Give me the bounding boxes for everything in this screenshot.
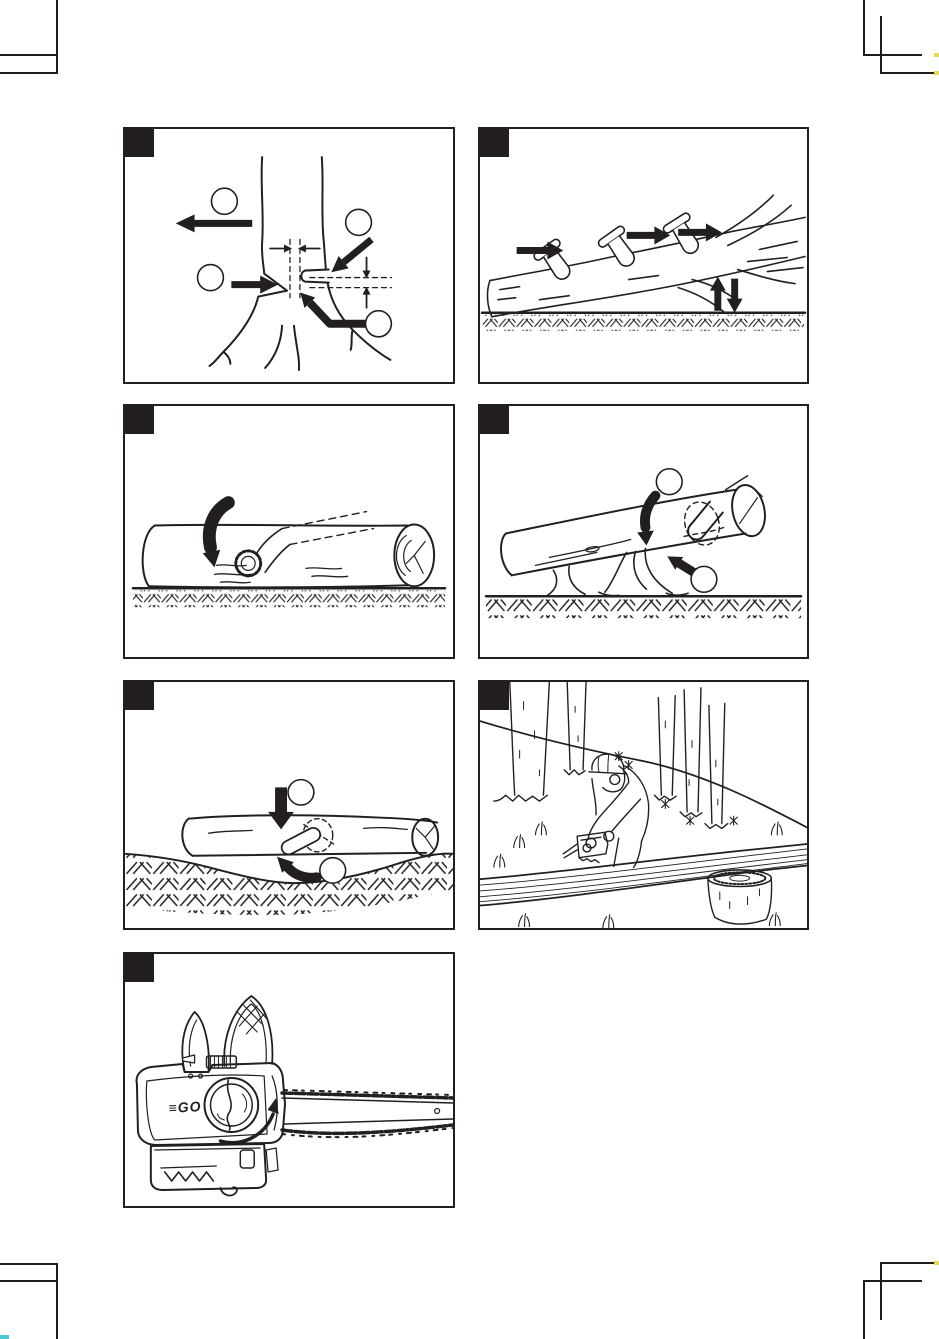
crop-mark — [880, 16, 882, 74]
figure-number-box — [125, 406, 154, 434]
crop-mark — [880, 1262, 882, 1320]
ground-hatch — [133, 590, 445, 607]
figure-number-box — [480, 406, 509, 434]
crop-mark — [863, 1280, 865, 1339]
crop-mark — [863, 1280, 922, 1282]
crop-mark — [56, 1263, 58, 1339]
registration-dot-yellow — [934, 71, 939, 75]
figure-number-box — [480, 129, 509, 157]
figure-number-box — [125, 682, 154, 710]
figure-panel-4 — [478, 404, 809, 659]
crop-mark — [0, 1263, 57, 1265]
chainsaw-illustration — [125, 954, 453, 1206]
first-cut-arrowhead — [637, 531, 654, 546]
figure-number-box — [125, 954, 154, 982]
ego-logo: ≡GO — [168, 1098, 202, 1116]
overbucking-illustration — [125, 406, 453, 657]
slope-scene-illustration — [480, 682, 807, 928]
crop-mark — [0, 72, 57, 74]
figure-panel-2 — [478, 127, 809, 384]
figure-panel-3 — [123, 404, 455, 659]
crop-mark — [0, 54, 57, 56]
log-one-end-illustration — [480, 406, 807, 657]
felling-cuts-illustration — [125, 129, 453, 382]
first-cut-arrow-shaft — [645, 496, 655, 528]
limbing-illustration — [480, 129, 807, 382]
crop-mark — [0, 1280, 57, 1282]
registration-dot-yellow — [934, 53, 939, 57]
felling-direction-arrow — [176, 214, 253, 232]
crop-mark — [56, 0, 58, 74]
crop-mark — [863, 0, 865, 56]
crop-mark — [880, 1262, 939, 1264]
log-both-ends-illustration — [125, 682, 453, 928]
registration-dot-yellow — [934, 1261, 939, 1265]
ground-hatch — [486, 598, 801, 618]
figure-panel-5 — [123, 680, 455, 930]
figure-panel-6 — [478, 680, 809, 930]
ground-hatch — [483, 315, 804, 331]
figure-panel-7 — [123, 952, 455, 1208]
figure-panel-1 — [123, 127, 455, 384]
crop-mark — [880, 72, 939, 74]
second-cut-arrow-shaft — [288, 867, 317, 877]
figure-number-box — [125, 129, 154, 157]
figure-number-box — [480, 682, 509, 710]
callout-circles — [198, 188, 392, 337]
hinge-arrow-shaft — [310, 303, 366, 324]
registration-dot-cyan — [0, 1335, 9, 1339]
crop-mark — [863, 54, 922, 56]
